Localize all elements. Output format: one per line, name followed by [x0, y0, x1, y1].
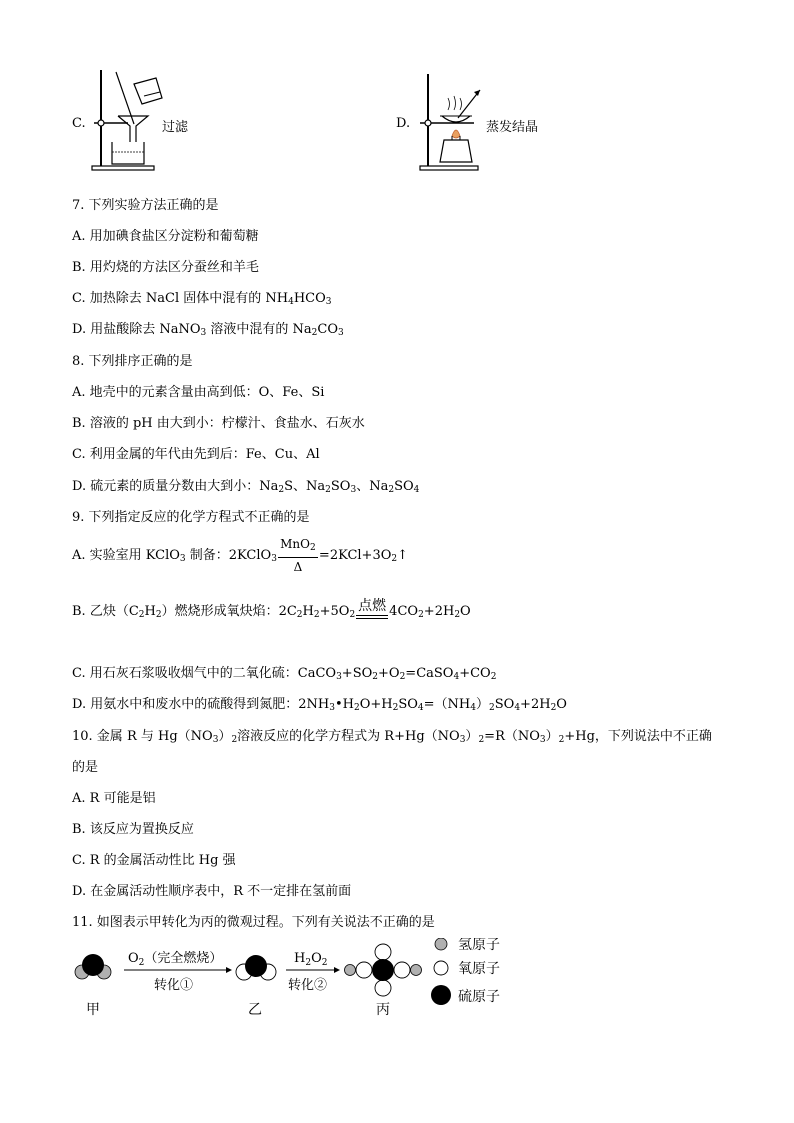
molecule-transformation-diagram: [66, 938, 516, 1020]
question-7-option-b: B. 用灼烧的方法区分蚕丝和羊毛: [72, 260, 259, 275]
evaporation-apparatus-figure: [414, 72, 486, 172]
reaction-condition-a: MnO$_2$ Δ: [278, 536, 318, 575]
question-9-option-c: C. 用石灰石浆吸收烟气中的二氧化硫：$CaCO_3+SO_2+O_2=CaSO_4+CO_2$: [72, 666, 497, 682]
filtration-apparatus-figure: [90, 66, 170, 172]
question-9-option-b: B. 乙炔$(C_2H_2)$燃烧形成氧炔焰：$2C_2H_2+5O_2$ 点燃 $4CO_2+2H_2O$: [72, 598, 471, 620]
question-8-option-b: B. 溶液的 pH 由大到小：柠檬汁、食盐水、石灰水: [72, 416, 365, 431]
legend-sulfur: 硫原子: [458, 989, 500, 1005]
option-c-label: 过滤: [162, 120, 189, 135]
question-9-stem: 9. 下列指定反应的化学方程式不正确的是: [72, 510, 310, 525]
arrow1-top-label: $O_2$（完全燃烧）: [128, 951, 223, 968]
option-d-label: 蒸发结晶: [486, 120, 539, 135]
question-10-option-d: D. 在金属活动性顺序表中，R 不一定排在氢前面: [72, 884, 352, 899]
question-9-option-d: D. 用氨水中和废水中的硫酸得到氮肥：$2NH_3•H_2O+H_2SO_4=(NH_4)_2SO_4+2H_2O$: [72, 697, 567, 713]
arrow2-top-label: $H_2O_2$: [294, 951, 328, 968]
label-yi: 乙: [248, 1002, 262, 1018]
molecule-jia: [75, 954, 111, 979]
arrow2-bottom-label: 转化②: [288, 978, 328, 993]
legend-hydrogen: 氢原子: [458, 938, 500, 953]
legend-oxygen: 氧原子: [458, 961, 500, 977]
question-8-option-c: C. 利用金属的年代由先到后：Fe、Cu、Al: [72, 447, 320, 462]
arrow1-bottom-label: 转化①: [154, 978, 194, 993]
question-9-option-a: A. 实验室用 KClO$_3$ 制备：2KClO$_3$ MnO$_2$ Δ $=2KCl+3O_2↑$: [72, 537, 409, 574]
question-8-option-a: A. 地壳中的元素含量由高到低：O、Fe、Si: [72, 385, 325, 400]
molecule-bing: [345, 944, 422, 996]
question-10-stem-line1: 10. 金属 R 与 $Hg(NO_3)_2$溶液反应的化学方程式为 $R+Hg(NO_3)_2=R(NO_3)_2+Hg$，下列说法中不正确: [72, 729, 712, 745]
option-d-letter: D.: [396, 116, 411, 131]
question-10-option-b: B. 该反应为置换反应: [72, 822, 194, 837]
question-11-stem: 11. 如图表示甲转化为丙的微观过程。下列有关说法不正确的是: [72, 915, 435, 930]
legend: [431, 938, 500, 1005]
question-8-option-d: D. 硫元素的质量分数由大到小：$Na_2S$、$Na_2SO_3$、$Na_2SO_4$: [72, 479, 420, 495]
question-10-option-c: C. R 的金属活动性比 Hg 强: [72, 853, 236, 868]
label-jia: 甲: [86, 1002, 100, 1018]
question-7-option-a: A. 用加碘食盐区分淀粉和葡萄糖: [72, 229, 259, 244]
label-bing: 丙: [376, 1002, 390, 1018]
molecule-yi: [236, 955, 276, 980]
question-7-stem: 7. 下列实验方法正确的是: [72, 198, 219, 213]
question-7-option-d: D. 用盐酸除去 NaNO$_3$ 溶液中混有的 $Na_2CO_3$: [72, 322, 344, 338]
reaction-condition-b: 点燃: [356, 598, 388, 620]
option-c-letter: C.: [72, 116, 86, 131]
question-10-stem-line2: 的是: [72, 760, 99, 775]
question-7-option-c: C. 加热除去 NaCl 固体中混有的 $NH_4HCO_3$: [72, 291, 332, 307]
question-8-stem: 8. 下列排序正确的是: [72, 354, 193, 369]
question-10-option-a: A. R 可能是铝: [72, 791, 156, 806]
